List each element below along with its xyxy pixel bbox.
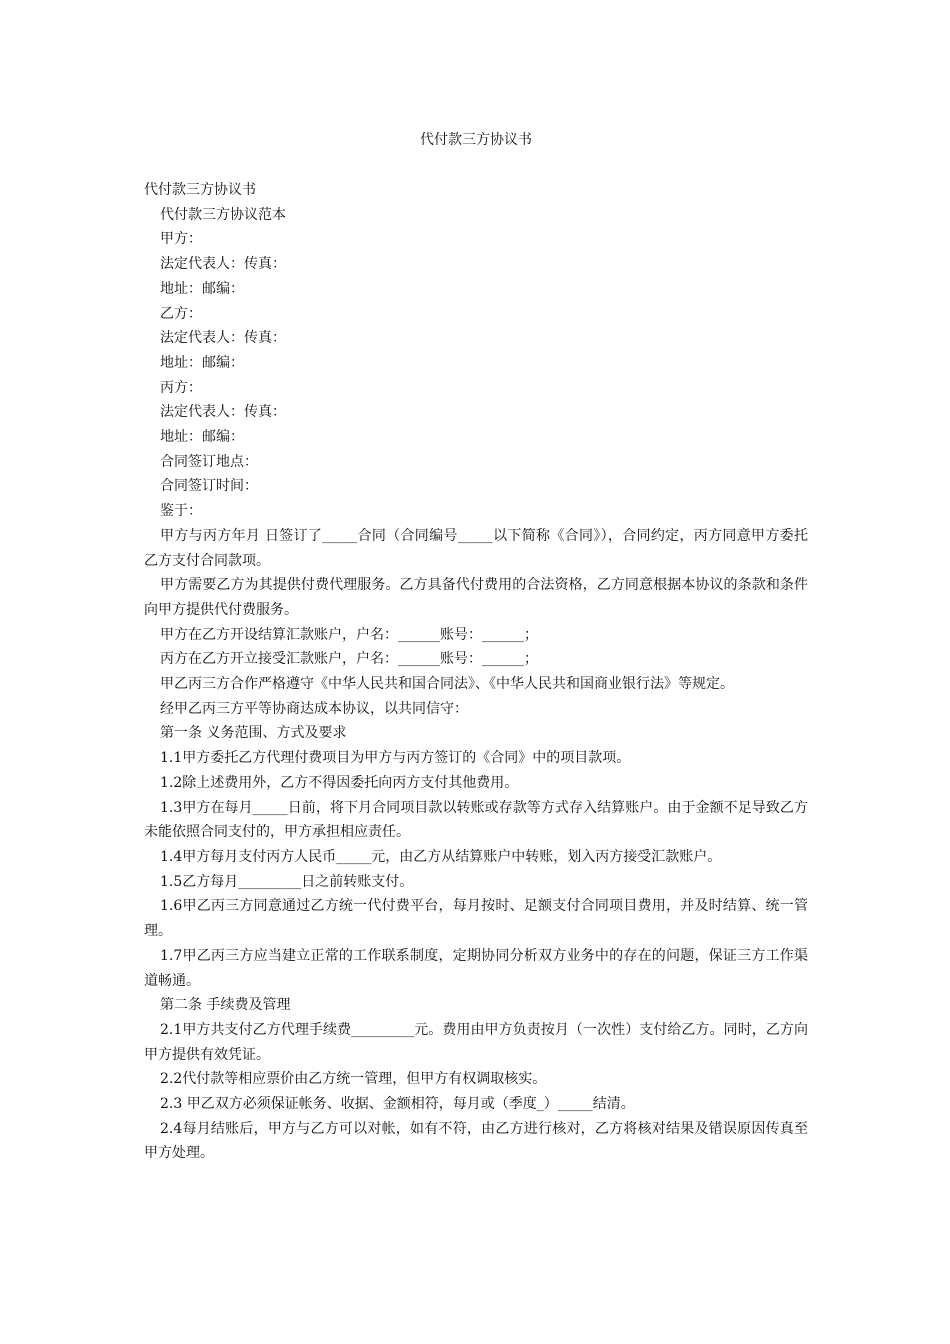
section-heading: 第二条 手续费及管理 xyxy=(160,997,291,1014)
party-b-representative: 法定代表人：传真： xyxy=(160,330,286,347)
party-b-label: 乙方： xyxy=(160,305,202,322)
template-title: 代付款三方协议范本 xyxy=(160,206,286,223)
clause: 2.4每月结账后，甲方与乙方可以对帐，如有不符，由乙方进行核对，乙方将核对结果及错误原因传真至甲方处理。 xyxy=(144,1120,808,1162)
party-c-representative: 法定代表人：传真： xyxy=(160,404,286,421)
document-heading: 代付款三方协议书 xyxy=(144,182,256,198)
clause: 2.1甲方共支付乙方代理手续费_________元。费用由甲方负责按月（一次性）支付给乙方。同时，乙方向甲方提供有效凭证。 xyxy=(144,1021,808,1063)
clause: 1.2除上述费用外，乙方不得因委托向丙方支付其他费用。 xyxy=(160,774,519,791)
whereas-label: 鉴于： xyxy=(160,503,202,520)
paragraph: 丙方在乙方开立接受汇款账户，户名：______账号：______； xyxy=(160,651,538,668)
section-heading: 第一条 义务范围、方式及要求 xyxy=(160,725,347,742)
paragraph: 甲乙丙三方合作严格遵守《中华人民共和国合同法》、《中华人民共和国商业银行法》等规定。 xyxy=(160,676,734,693)
paragraph: 甲方与丙方年月 日签订了_____合同（合同编号_____以下简称《合同》），合同约定，丙方同意甲方委托乙方支付合同款项。 xyxy=(144,527,808,569)
clause: 1.3甲方在每月_____日前，将下月合同项目款以转账或存款等方式存入结算账户。由于金额不足导致乙方未能依照合同支付的，甲方承担相应责任。 xyxy=(144,799,808,841)
party-a-label: 甲方： xyxy=(160,231,202,248)
party-c-label: 丙方： xyxy=(160,379,202,396)
signing-place: 合同签订地点： xyxy=(160,453,258,470)
clause: 1.1甲方委托乙方代理付费项目为甲方与丙方签订的《合同》中的项目款项。 xyxy=(160,750,631,767)
paragraph: 甲方在乙方开设结算汇款账户，户名：______账号：______； xyxy=(160,626,538,643)
clause: 1.7甲乙丙三方应当建立正常的工作联系制度，定期协同分析双方业务中的存在的问题，保证三方工作渠道畅通。 xyxy=(144,947,808,989)
party-a-representative: 法定代表人：传真： xyxy=(160,256,286,273)
party-c-address: 地址：邮编： xyxy=(160,429,244,446)
party-a-address: 地址：邮编： xyxy=(160,280,244,297)
document-title: 代付款三方协议书 xyxy=(420,132,532,148)
party-b-address: 地址：邮编： xyxy=(160,354,244,371)
paragraph: 经甲乙丙三方平等协商达成本协议，以共同信守： xyxy=(160,700,468,717)
document-body xyxy=(144,178,808,1166)
clause: 1.5乙方每月_________日之前转账支付。 xyxy=(160,873,414,890)
signing-time: 合同签订时间： xyxy=(160,478,258,495)
clause: 1.6甲乙丙三方同意通过乙方统一代付费平台，每月按时、足额支付合同项目费用，并及时结算、统一管理。 xyxy=(144,898,808,940)
clause: 1.4甲方每月支付丙方人民币_____元，由乙方从结算账户中转账，划入丙方接受汇款账户。 xyxy=(160,848,722,865)
clause: 2.2代付款等相应票价由乙方统一管理，但甲方有权调取核实。 xyxy=(160,1071,547,1088)
clause: 2.3 甲乙双方必须保证帐务、收据、金额相符，每月或（季度_）_____结清。 xyxy=(160,1096,635,1113)
paragraph: 甲方需要乙方为其提供付费代理服务。乙方具备代付费用的合法资格，乙方同意根据本协议的条款和条件向甲方提供代付费服务。 xyxy=(144,577,808,618)
